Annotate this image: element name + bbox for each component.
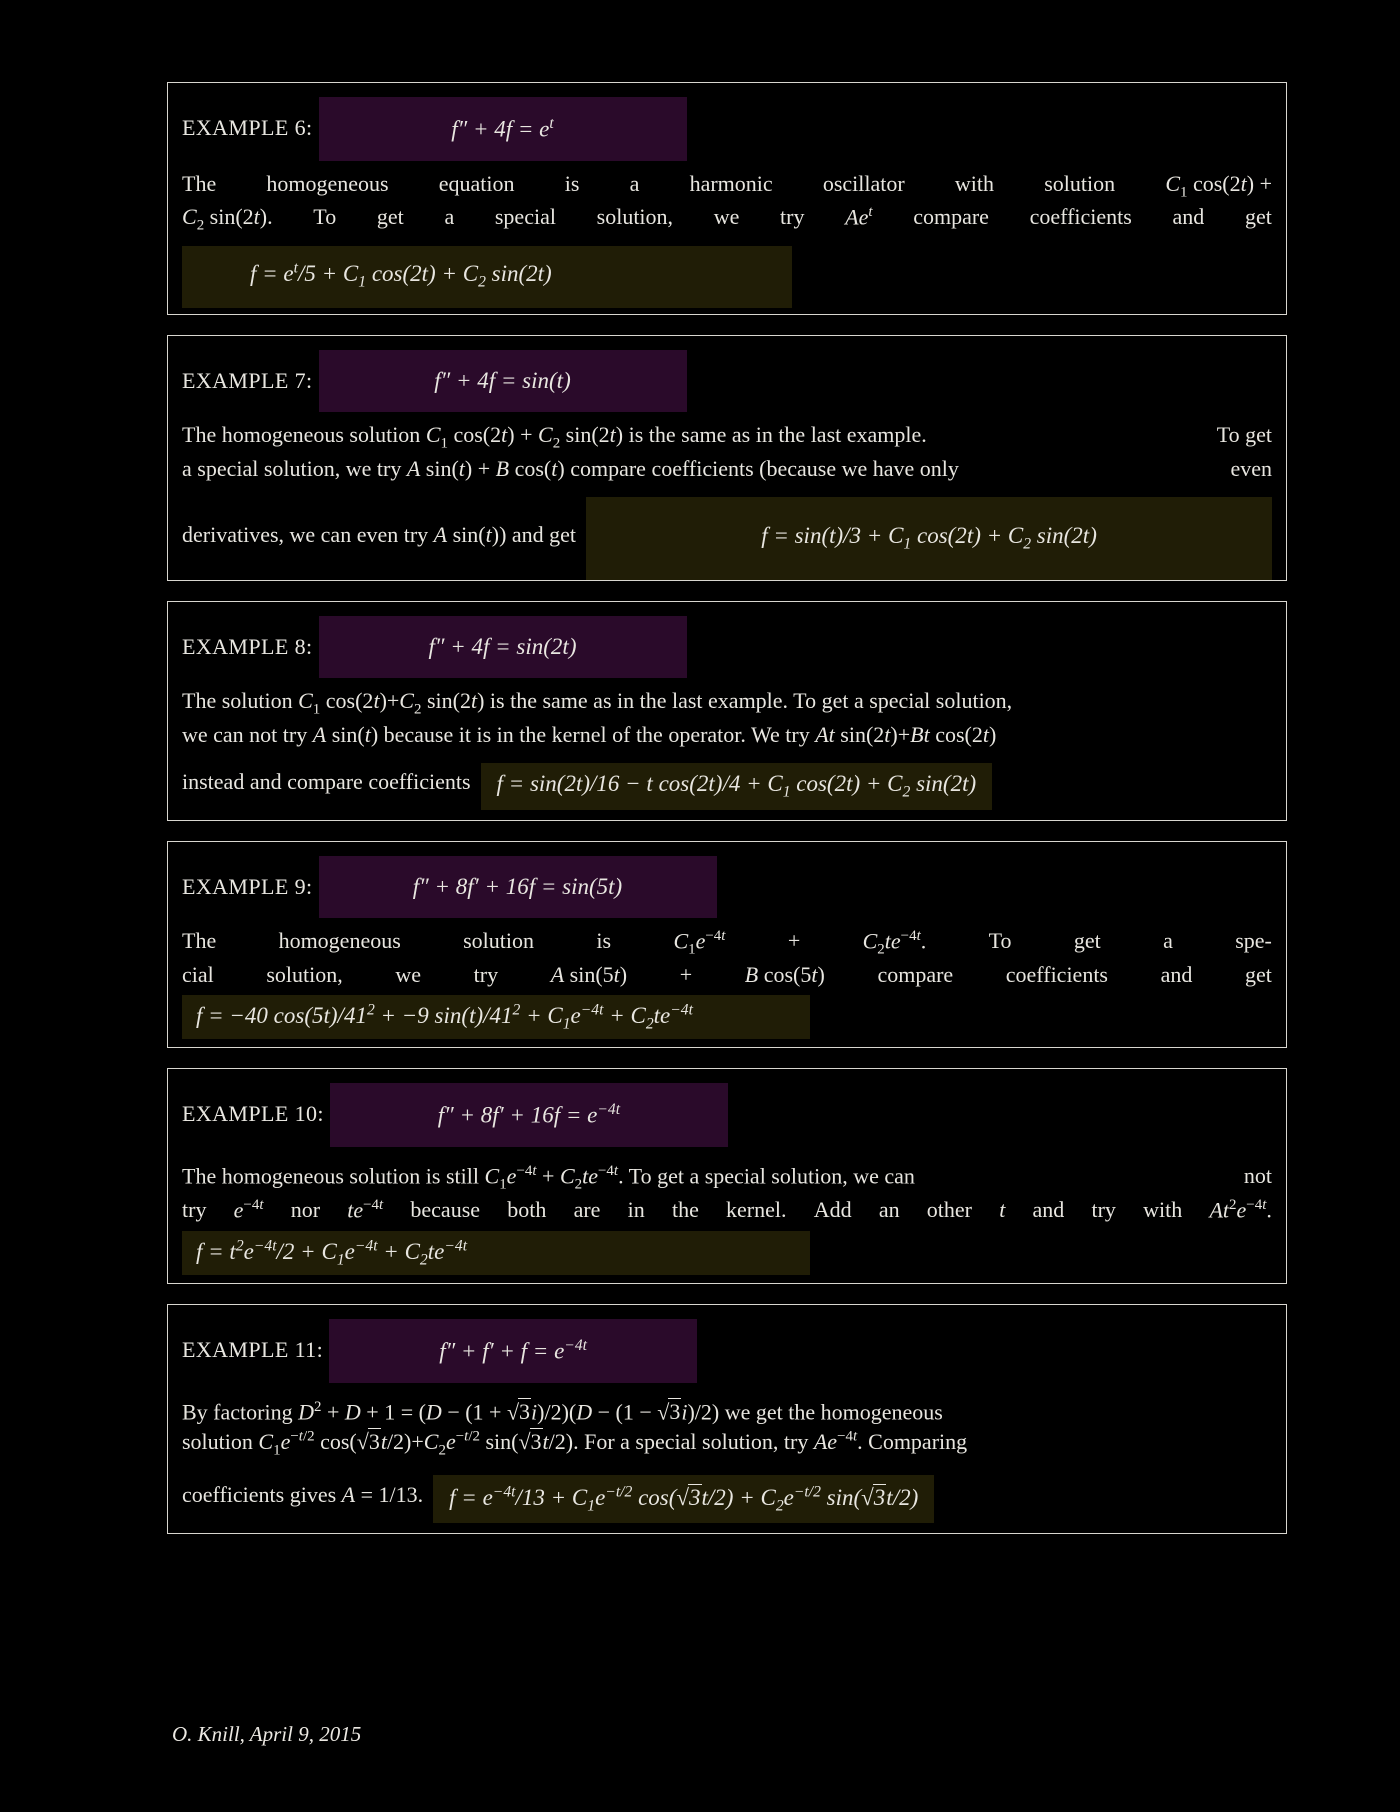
example-7-final-row xyxy=(182,489,1272,580)
example-7-equation: f″ + 4f = sin(t) xyxy=(434,368,571,394)
example-11-equation-highlight xyxy=(329,1319,697,1383)
example-7-solution: $f = \sin(t)/3 + C_1$ $\cos(2t) + C_2$ sin(2t) xyxy=(761,523,1097,553)
example-8-solution: f = sin(2t)/16 − t $\cos(2t)/4 + C_1$ $\cos(2t) + C_2$ sin(2t) xyxy=(496,771,977,801)
example-11-body: By factoring $D^2 + D + 1 = (D - (1 + √3i)/2)(D - (1 - √3i)/2)$ we get the homogeneous solution $C_1e^{-t/2}$ $\cos(√3t/2)+C_2e^{-t/2}$ sin(√3t/2). For a special solution, try $Ae^{-4t}$. Comparing xyxy=(182,1397,1272,1461)
example-7-equation-highlight xyxy=(319,350,687,412)
document-footer: O. Knill, April 9, 2015 xyxy=(172,1722,362,1746)
example-6-solution-highlight xyxy=(182,246,792,308)
example-9-body: The homogeneous solution is $C_1e^{-4t}$ + $C_2te^{-4t}$. To get a spe- cial solution, we try A sin(5t) + B cos(5t) compare coefficients and get xyxy=(182,927,1272,987)
example-9-equation: f″ + 8f′ + 16f = sin(5t) xyxy=(412,873,623,899)
example-11-label: EXAMPLE 11: xyxy=(182,1337,324,1363)
example-10-label: EXAMPLE 10: xyxy=(182,1101,324,1127)
example-11-final-row xyxy=(182,1467,1272,1523)
example-6-header xyxy=(182,97,1272,161)
example-11-solution-highlight xyxy=(433,1475,934,1523)
example-box-11 xyxy=(167,1304,1287,1534)
example-8-equation-highlight xyxy=(319,616,687,678)
example-6-solution: $f = e^t/5 + C_1$ $\cos(2t) + C_2$ sin(2t) xyxy=(250,259,552,292)
example-10-header xyxy=(182,1083,1272,1147)
example-8-trailing-text: instead and compare coefficients xyxy=(182,769,471,795)
example-9-equation-highlight xyxy=(319,856,717,918)
example-10-equation-highlight xyxy=(330,1083,728,1147)
example-7-label: EXAMPLE 7: xyxy=(182,368,313,394)
example-11-header xyxy=(182,1319,1272,1383)
example-6-equation: $f'' + 4f = e^t$ xyxy=(451,115,554,142)
example-7-body: The homogeneous solution $C_1$ $\cos(2t) + C_2$ sin(2t) is the same as in the last example. To get a special solution, we try A sin(t) + B cos(t) compare coefficients (because we have only even xyxy=(182,422,1272,481)
example-box-7 xyxy=(167,335,1287,581)
example-8-header xyxy=(182,616,1272,678)
example-10-equation: $f'' + 8f' + 16f = e^{-4t}$ xyxy=(437,1101,621,1129)
example-box-8 xyxy=(167,601,1287,821)
example-6-label: EXAMPLE 6: xyxy=(182,115,313,140)
example-9-solution: f = −40 $\cos(5t)/41^2 + -9$ $\sin(t)/41^2 + C_1e^{-4t} + C_2te^{-4t}$ xyxy=(196,1001,693,1033)
example-10-solution-highlight xyxy=(182,1231,810,1275)
example-box-6 xyxy=(167,82,1287,315)
example-7-solution-highlight xyxy=(586,497,1272,580)
example-8-solution-highlight xyxy=(481,763,993,810)
example-6-body: The homogeneous equation is a harmonic oscillator with solution $C_1$ cos(2t) + $C_2$ sin(2t). To get a special solution, we try Ae$^t$ compare coefficients and get xyxy=(182,170,1272,234)
example-8-line2: we can not try A sin(t) because it is in the kernel of the operator. We try At sin(2t)+Bt cos(2t) xyxy=(182,722,997,747)
example-10-solution: $f = t^2e^{-4t}/2 + C_1e^{-4t} + C_2te^{-4t}$ xyxy=(196,1237,468,1269)
example-6-equation-highlight xyxy=(319,97,687,161)
example-8-body xyxy=(182,686,1272,749)
example-box-9 xyxy=(167,841,1287,1049)
example-10-body: The homogeneous solution is still $C_1e^{-4t} + C_2te^{-4t}$. To get a special solution, we can not try $e^{-4t}$ nor $te^{-4t}$ because both are in the kernel. Add an other t and try with $At^2e^{-4t}$. xyxy=(182,1163,1272,1223)
example-9-header xyxy=(182,856,1272,918)
example-7-trailing-text: derivatives, we can even try A sin(t)) and get xyxy=(182,521,577,547)
example-7-header xyxy=(182,350,1272,412)
example-box-10 xyxy=(167,1068,1287,1284)
example-8-final-row xyxy=(182,755,1272,810)
example-8-label: EXAMPLE 8: xyxy=(182,633,313,659)
example-8-line1: The solution $C_1$ $\cos(2t)+C_2$ sin(2t) is the same as in the last example. To get a special solution, xyxy=(182,687,1013,718)
example-9-label: EXAMPLE 9: xyxy=(182,873,313,899)
example-11-equation: $f'' + f' + f = e^{-4t}$ xyxy=(439,1337,587,1364)
example-11-line2: solution $C_1e^{-t/2}$ $\cos(√3t/2)+C_2e^{-t/2}$ sin(√3t/2). For a special solution, try $Ae^{-4t}$. Comparing xyxy=(182,1428,968,1459)
examples-container xyxy=(167,82,1287,1554)
example-11-solution: $f = e^{-4t}/13 + C_1e^{-t/2}$ $\cos(√3t/2) + C_2e^{-t/2}$ sin(√3t/2) xyxy=(449,1483,919,1515)
example-11-trailing-text: coefficients gives A = 1/13. xyxy=(182,1482,424,1508)
example-9-solution-highlight xyxy=(182,995,810,1039)
example-8-equation: f″ + 4f = sin(2t) xyxy=(428,633,577,659)
